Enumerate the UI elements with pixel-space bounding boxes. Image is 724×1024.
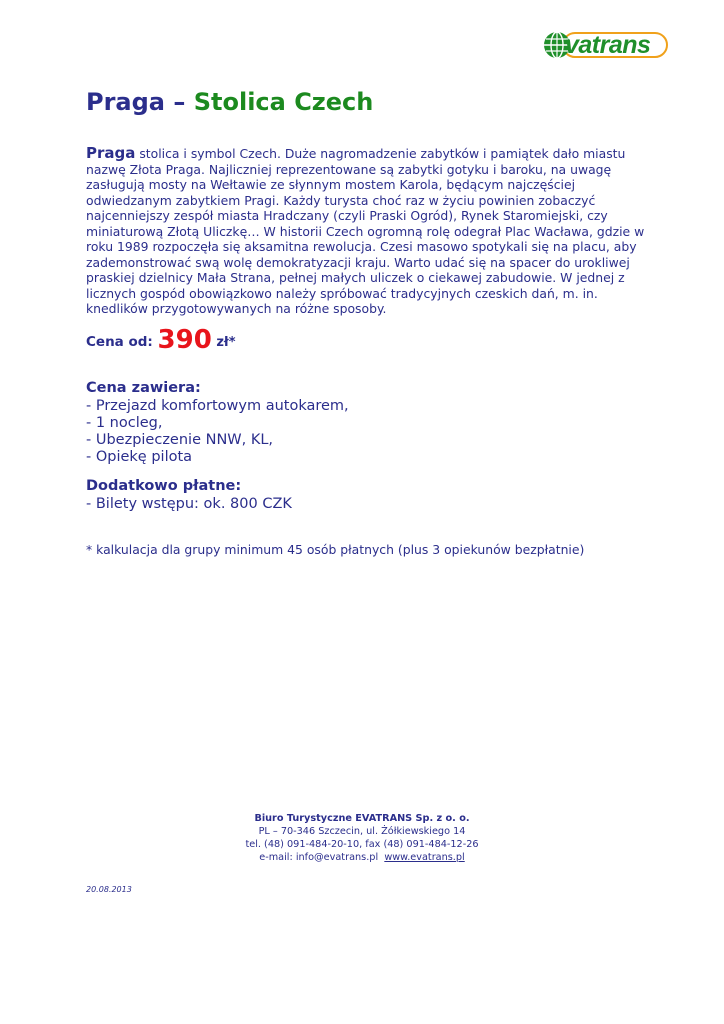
footer-address: PL – 70-346 Szczecin, ul. Żółkiewskiego 14 [258, 826, 466, 837]
intro-paragraph [86, 146, 646, 317]
footer-contact [180, 851, 544, 864]
includes-list [86, 398, 349, 466]
list-item: - Przejazd komfortowym autokarem, [86, 398, 349, 414]
list-item: - Bilety wstępu: ok. 800 CZK [86, 496, 292, 512]
price-currency: zł* [211, 335, 236, 350]
calculation-note: * kalkulacja dla grupy minimum 45 osób płatnych (plus 3 opiekunów bezpłatnie) [86, 542, 585, 557]
includes-heading: Cena zawiera: [86, 380, 201, 396]
evatrans-logo [542, 29, 674, 63]
intro-lead: Praga [86, 144, 136, 162]
footer [180, 812, 544, 864]
extra-heading: Dodatkowo płatne: [86, 478, 242, 494]
footer-phone: tel. (48) 091-484-20-10, fax (48) 091-484-12-26 [245, 839, 479, 850]
list-item: - 1 nocleg, [86, 415, 163, 431]
website-link[interactable]: www.evatrans.pl [384, 852, 465, 863]
intro-text: stolica i symbol Czech. Duże nagromadzenie zabytków i pamiątek dało miastu nazwę Złota Praga. Najliczniej reprezentowane są zabytki gotyku i baroku, na uwagę zasługują mosty na Wełtawie ze słynnym mostem Karola, będącym najczęściej odwiedzanym zabytkiem Pragi. Każdy turysta choć raz w życiu powinien zobaczyć najcenniejszy zespół miasta Hradczany (czyli Praski Ogród), Rynek Staromiejski, czy miniaturową Złotą Uliczkę… W historii Czech ogromną rolę odegrał Plac Wacława, gdzie w roku 1989 rozpoczęła się aksamitna rewolucja. Czesi masowo spotykali się na placu, aby zademonstrować swą wolę demokratyzacji kraju. Warto udać się na spacer do urokliwej praskiej dzielnicy Mała Strana, pełnej małych uliczek o ciekawej zabudowie. W jednej z licznych gospód obowiązkowo należy spróbować tradycyjnych czeskich dań, m. in. knedlików przygotowywanych na różne sposoby. [86, 146, 645, 316]
extra-list [86, 496, 292, 513]
price-label: Cena od: [86, 334, 158, 350]
document-date: 20.08.2013 [86, 885, 132, 894]
page-title [86, 86, 373, 118]
list-item: - Opiekę pilota [86, 449, 193, 465]
footer-email: e-mail: info@evatrans.pl [259, 852, 379, 863]
list-item: - Ubezpieczenie NNW, KL, [86, 432, 274, 448]
footer-company: Biuro Turystyczne EVATRANS Sp. z o. o. [254, 813, 470, 824]
logo-text: vatrans [565, 31, 651, 59]
title-city: Praga – [86, 88, 194, 116]
price-amount: 390 [157, 325, 212, 355]
price-line [86, 325, 236, 355]
title-subtitle: Stolica Czech [193, 88, 374, 116]
